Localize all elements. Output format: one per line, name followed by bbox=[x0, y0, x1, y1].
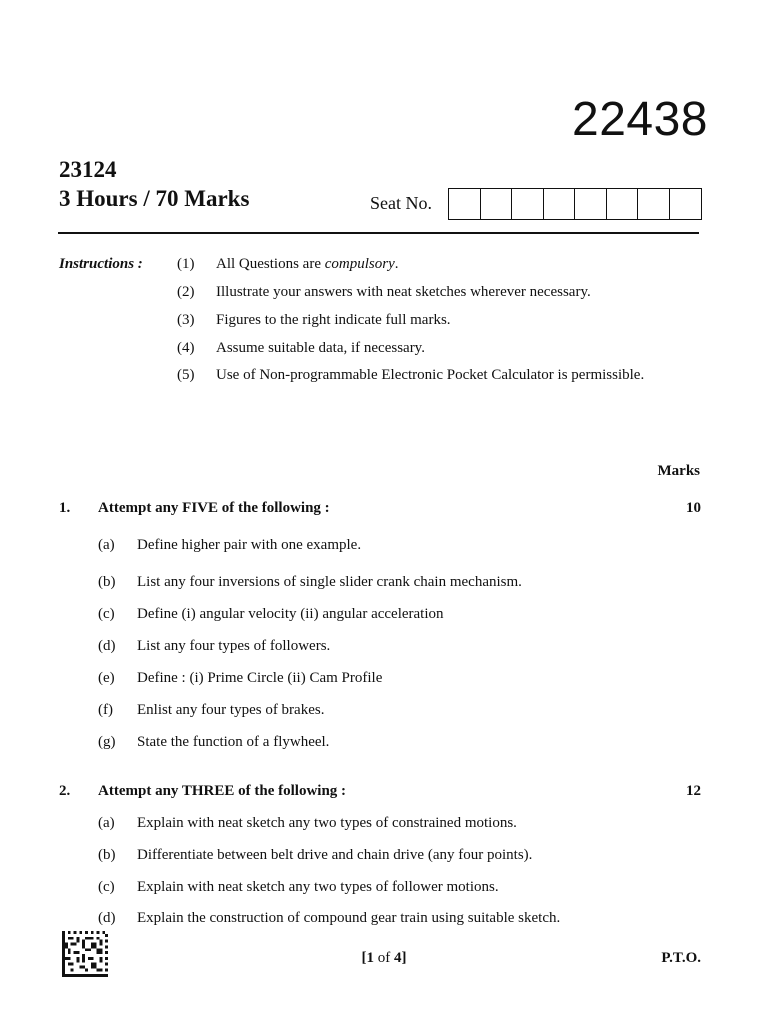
sub-question-text: Explain with neat sketch any two types of follower motions. bbox=[137, 879, 499, 895]
sub-question bbox=[98, 847, 532, 864]
header-divider bbox=[58, 232, 699, 234]
sub-question-label: (b) bbox=[98, 574, 116, 590]
question-heading bbox=[59, 783, 701, 800]
sub-question bbox=[98, 910, 560, 927]
sub-question-text: Explain the construction of compound gear train using suitable sketch. bbox=[137, 910, 561, 926]
sub-question-text: List any four inversions of single slider crank chain mechanism. bbox=[137, 574, 522, 590]
question-text: Attempt any THREE of the following : bbox=[98, 783, 347, 799]
paper-number-large: 22438 bbox=[572, 93, 708, 146]
sub-question-text: Define higher pair with one example. bbox=[137, 537, 362, 553]
sub-question-text: Define (i) angular velocity (ii) angular acceleration bbox=[137, 606, 444, 622]
instruction-number: (2) bbox=[177, 284, 195, 300]
sub-question-label: (d) bbox=[98, 910, 116, 926]
instruction-text: Figures to the right indicate full marks. bbox=[216, 312, 451, 328]
sub-question-text: Enlist any four types of brakes. bbox=[137, 702, 325, 718]
sub-question-label: (e) bbox=[98, 670, 115, 686]
sub-question-label: (f) bbox=[98, 702, 113, 718]
question-marks: 12 bbox=[686, 783, 701, 799]
instruction-number: (3) bbox=[177, 312, 195, 328]
question-text: Attempt any FIVE of the following : bbox=[98, 500, 330, 516]
sub-question-text: Differentiate between belt drive and chain drive (any four points). bbox=[137, 847, 533, 863]
sub-question-label: (c) bbox=[98, 606, 115, 622]
sub-question bbox=[98, 638, 330, 655]
seat-number-label: Seat No. bbox=[370, 193, 432, 213]
seat-box bbox=[575, 189, 607, 219]
sub-question-label: (c) bbox=[98, 879, 115, 895]
page-indicator: [1 of 4] bbox=[361, 950, 407, 966]
question-number: 1. bbox=[59, 500, 71, 516]
sub-question-label: (a) bbox=[98, 815, 115, 831]
seat-box bbox=[607, 189, 639, 219]
seat-box bbox=[512, 189, 544, 219]
marks-column-heading: Marks bbox=[657, 463, 700, 479]
seat-box bbox=[638, 189, 670, 219]
instruction-number: (4) bbox=[177, 340, 195, 356]
sub-question-label: (b) bbox=[98, 847, 116, 863]
sub-question bbox=[98, 606, 444, 623]
sub-question bbox=[98, 537, 361, 554]
paper-code: 23124 bbox=[59, 157, 117, 182]
seat-box bbox=[544, 189, 576, 219]
sub-question bbox=[98, 670, 382, 687]
please-turn-over: P.T.O. bbox=[661, 950, 701, 966]
instructions-label: Instructions : bbox=[59, 256, 143, 272]
seat-number-boxes bbox=[448, 188, 702, 220]
sub-question-label: (a) bbox=[98, 537, 115, 553]
sub-question-text: Define : (i) Prime Circle (ii) Cam Profile bbox=[137, 670, 383, 686]
instruction-item bbox=[177, 256, 398, 273]
seat-box bbox=[481, 189, 513, 219]
sub-question-text: Explain with neat sketch any two types of constrained motions. bbox=[137, 815, 517, 831]
instruction-item bbox=[177, 367, 644, 384]
instruction-text: Illustrate your answers with neat sketches wherever necessary. bbox=[216, 284, 591, 300]
sub-question bbox=[98, 734, 329, 751]
instruction-item bbox=[177, 340, 425, 357]
duration-marks: 3 Hours / 70 Marks bbox=[59, 186, 250, 211]
sub-question-label: (d) bbox=[98, 638, 116, 654]
sub-question bbox=[98, 815, 517, 832]
instruction-text: Use of Non-programmable Electronic Pocket Calculator is permissible. bbox=[216, 367, 645, 383]
instruction-number: (1) bbox=[177, 256, 195, 272]
seat-box bbox=[449, 189, 481, 219]
question-marks: 10 bbox=[686, 500, 701, 516]
sub-question-text: State the function of a flywheel. bbox=[137, 734, 330, 750]
question-heading bbox=[59, 500, 701, 517]
sub-question bbox=[98, 702, 324, 719]
sub-question-text: List any four types of followers. bbox=[137, 638, 331, 654]
sub-question bbox=[98, 574, 522, 591]
sub-question-label: (g) bbox=[98, 734, 116, 750]
seat-box bbox=[670, 189, 702, 219]
instruction-item bbox=[177, 312, 451, 329]
question-number: 2. bbox=[59, 783, 71, 799]
instruction-number: (5) bbox=[177, 367, 195, 383]
instruction-item bbox=[177, 284, 591, 301]
instruction-text: All Questions are compulsory. bbox=[216, 256, 399, 272]
sub-question bbox=[98, 879, 499, 896]
instruction-text: Assume suitable data, if necessary. bbox=[216, 340, 425, 356]
